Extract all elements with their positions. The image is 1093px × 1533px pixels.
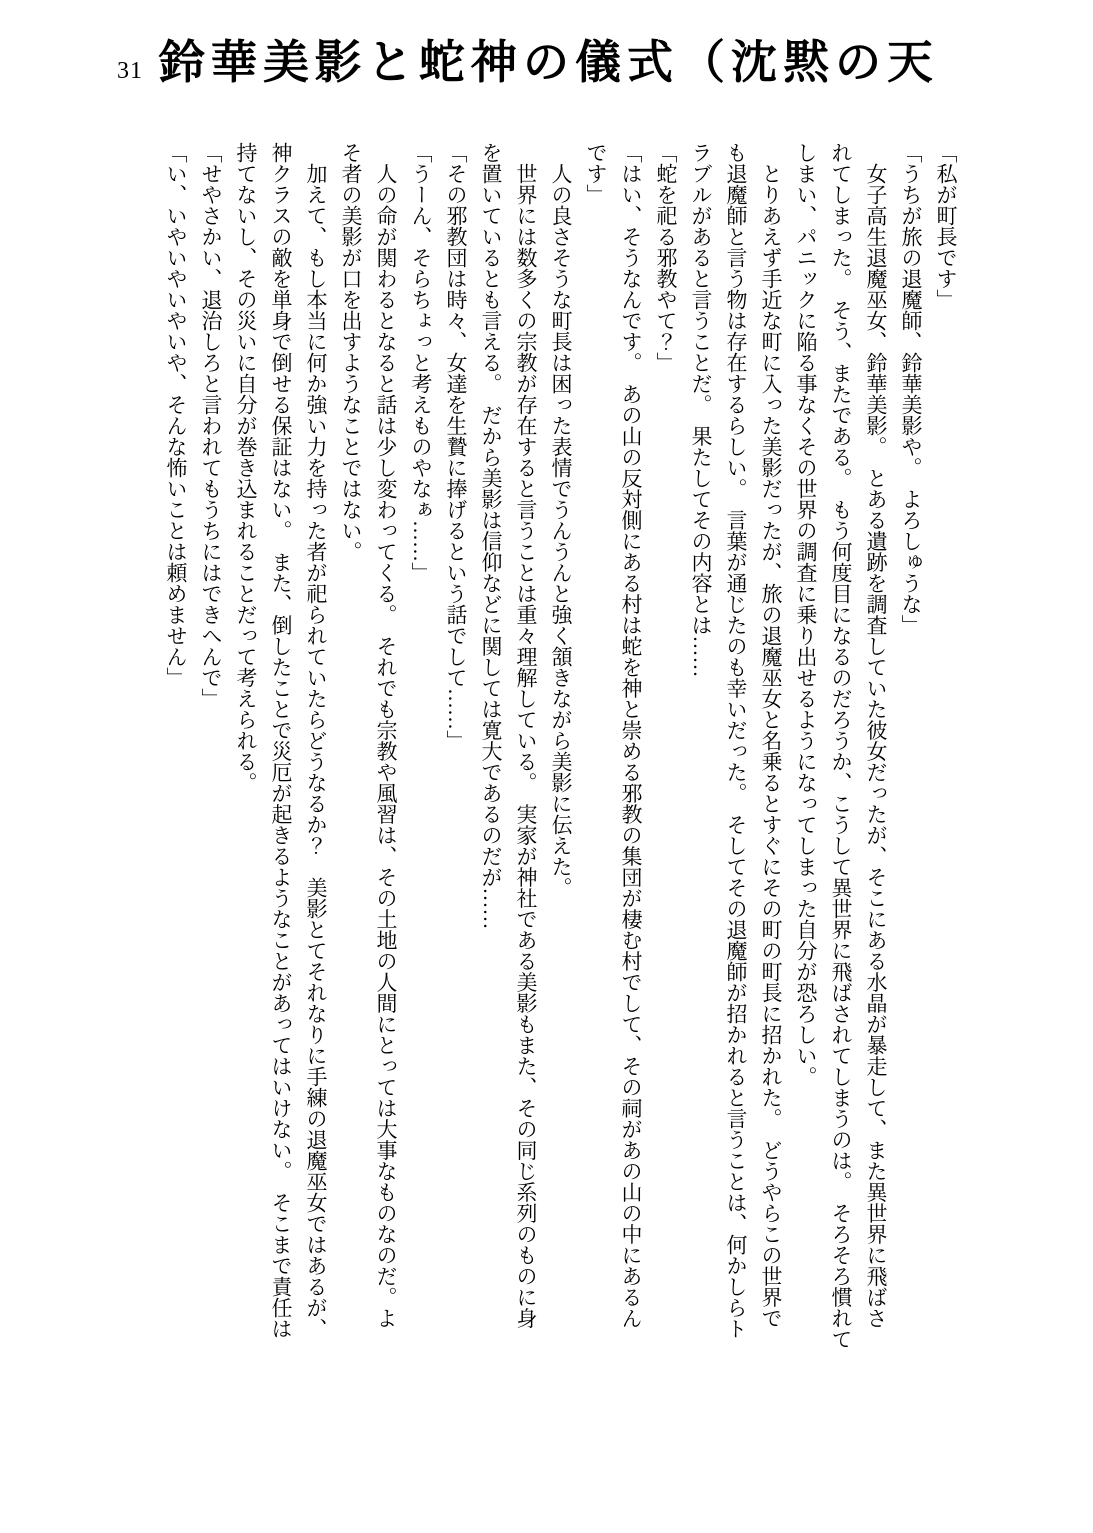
text-line: です」	[584, 142, 608, 205]
text-line: れてしまった。 そう、またである。 もう何度目になるのだろうか、こうして異世界に飛ばされてしまうのは。 そろそろ慣れて	[829, 142, 853, 1350]
text-line: そ者の美影が口を出すようなことではない。	[339, 142, 363, 562]
text-line: 女子高生退魔巫女、鈴華美影。 とある遺跡を調査していた彼女だったが、そこにある水晶が暴走して、また異世界に飛ばさ	[864, 163, 888, 1329]
text-line: とりあえず手近な町に入った美影だったが、旅の退魔巫女と名乗るとすぐにその町の町長に招かれた。 どうやらこの世界で	[759, 163, 783, 1329]
text-line: を置いているとも言える。 だから美影は信仰などに関しては寛大であるのだが……	[479, 142, 503, 930]
page-number: 31	[117, 58, 143, 84]
text-line: 「はい、そうなんです。 あの山の反対側にある村は蛇を神と崇める邪教の集団が棲む村でして、その祠があの山の中にあるん	[619, 142, 643, 1329]
text-line: 世界には数多くの宗教が存在すると言うことは重々理解している。 実家が神社である美影もまた、その同じ系列のものに身	[514, 163, 538, 1329]
text-line: しまい、パニックに陥る事なくその世界の調査に乗り出せるようになってしまった自分が恐ろしい。	[794, 142, 818, 1087]
text-line: 「私が町長です」	[934, 142, 958, 310]
text-line: 人の命が関わるとなると話は少し変わってくる。 それでも宗教や風習は、その土地の人間にとっては大事なものなのだ。よ	[374, 163, 398, 1329]
text-line: 「うちが旅の退魔師、鈴華美影や。 よろしゅうな」	[899, 142, 923, 636]
text-line: ラブルがあると言うことだ。 果たしてその内容とは……	[689, 142, 713, 678]
text-line: 「蛇を祀る邪教やて？」	[654, 142, 678, 373]
text-line: も退魔師と言う物は存在するらしい。 言葉が通じたのも幸いだった。 そしてその退魔師が招かれると言うことは、何かしらト	[724, 142, 748, 1339]
text-line: 「その邪教団は時々、女達を生贄に捧げるという話でして……」	[444, 142, 468, 751]
text-line: 神クラスの敵を単身で倒せる保証はない。 また、倒したことで災厄が起きるようなことがあってはいけない。 そこまで責任は	[269, 142, 293, 1339]
text-line: 持てないし、その災いに自分が巻き込まれることだって考えられる。	[234, 142, 258, 793]
body-text	[158, 142, 963, 1402]
text-line: 人の良さそうな町長は困った表情でうんうんと強く頷きながら美影に伝えた。	[549, 163, 573, 898]
text-line: 加えて、もし本当に何か強い力を持った者が祀られていたらどうなるか？ 美影とてそれなりに手練の退魔巫女ではあるが、	[304, 163, 328, 1339]
text-line: 「うーん、そらちょっと考えものやなぁ……」	[409, 142, 433, 583]
page-title: 鈴華美影と蛇神の儀式（沈黙の天	[159, 37, 939, 88]
text-line: 「せやさかい、退治しろと言われてもうちにはできへんで」	[199, 142, 223, 709]
text-line: 「い、いやいやいやいや、そんな怖いことは頼めません」	[164, 142, 188, 688]
page-header	[117, 37, 939, 88]
